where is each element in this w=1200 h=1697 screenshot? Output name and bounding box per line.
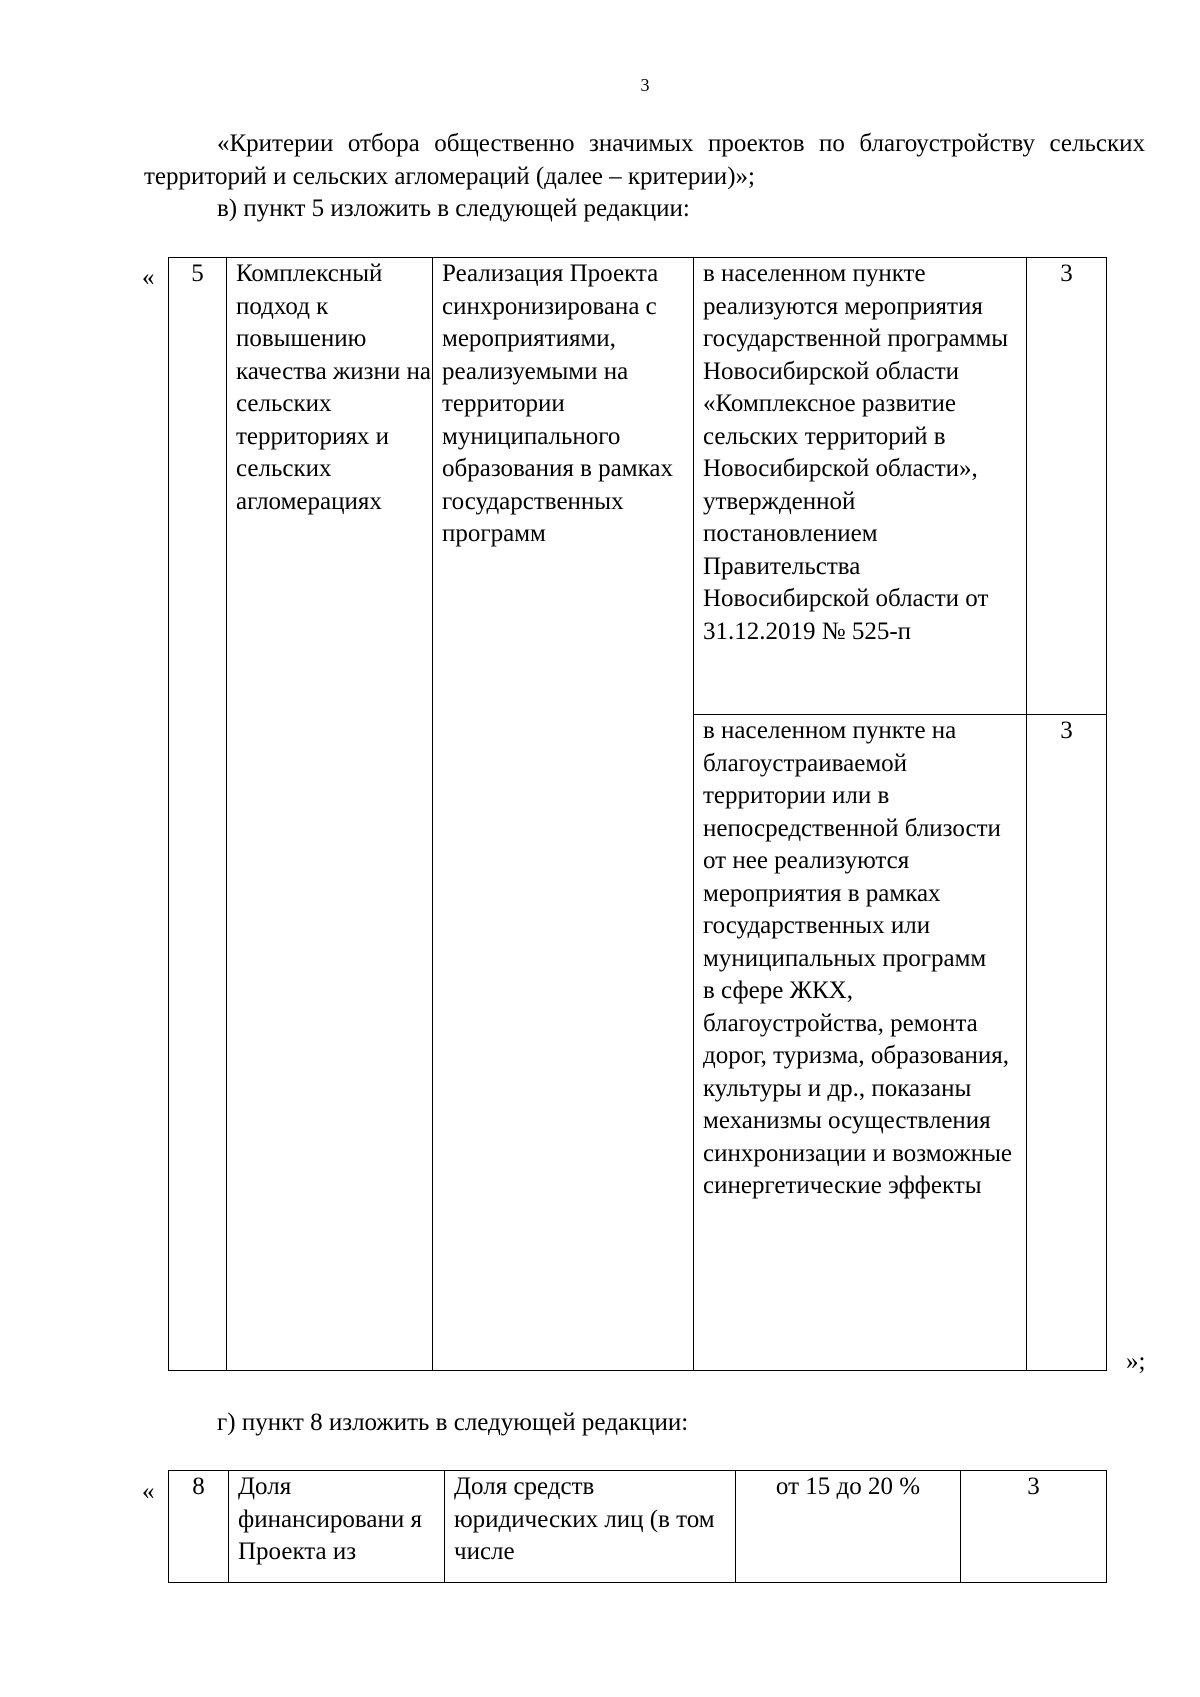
criteria-table-item8: [168, 1470, 1107, 1583]
description-cell: в населенном пункте реализуются мероприятия государственной программы Новосибирской области «Комплексное развитие сельских территорий в Новосибирской области», утвержденной постановлением Правительства Новосибирской области от 31.12.2019 № 525-п: [694, 258, 1027, 715]
criteria-title-paragraph: «Критерии отбора общественно значимых проектов по благоустройству сельских территорий и сельских агломераций (далее – критерии)»;: [144, 130, 1145, 190]
description-cell: в населенном пункте на благоустраиваемой территории или в непосредственной близости от нее реализуются мероприятия в рамках государственных или муниципальных программ в сфере ЖКХ, благоустройства, ремонта дорог, туризма, образования, культуры и др., показаны механизмы осуществления синхронизации и возможные синергетические эффекты: [694, 715, 1027, 1371]
table-row: [169, 1471, 1107, 1583]
item-number: 8: [169, 1471, 229, 1583]
score-cell: 3: [1027, 715, 1107, 1371]
indicator-cell: Доля средств юридических лиц (в том числе: [445, 1471, 736, 1583]
table8-open-quote: «: [142, 1478, 155, 1505]
item-number: 5: [169, 258, 227, 1371]
page-number: 3: [640, 75, 650, 95]
table5-open-quote: «: [142, 264, 155, 291]
score-cell: 3: [961, 1471, 1107, 1583]
criterion-cell: Комплексный подход к повышению качества жизни на сельских территориях и сельских агломерациях: [227, 258, 433, 1371]
criteria-table-item5: [168, 257, 1107, 1371]
item-g-paragraph: г) пункт 8 изложить в следующей редакции:: [217, 1409, 689, 1436]
item-b-paragraph: в) пункт 5 изложить в следующей редакции:: [217, 195, 690, 222]
range-cell: от 15 до 20 %: [736, 1471, 961, 1583]
criterion-cell: Доля финансировани я Проекта из: [229, 1471, 445, 1583]
table-row: [169, 258, 1107, 715]
table5-close-quote: »;: [1126, 1348, 1146, 1375]
indicator-cell: Реализация Проекта синхронизирована с мероприятиями, реализуемыми на территории муниципального образования в рамках государственных программ: [433, 258, 694, 1371]
score-cell: 3: [1027, 258, 1107, 715]
